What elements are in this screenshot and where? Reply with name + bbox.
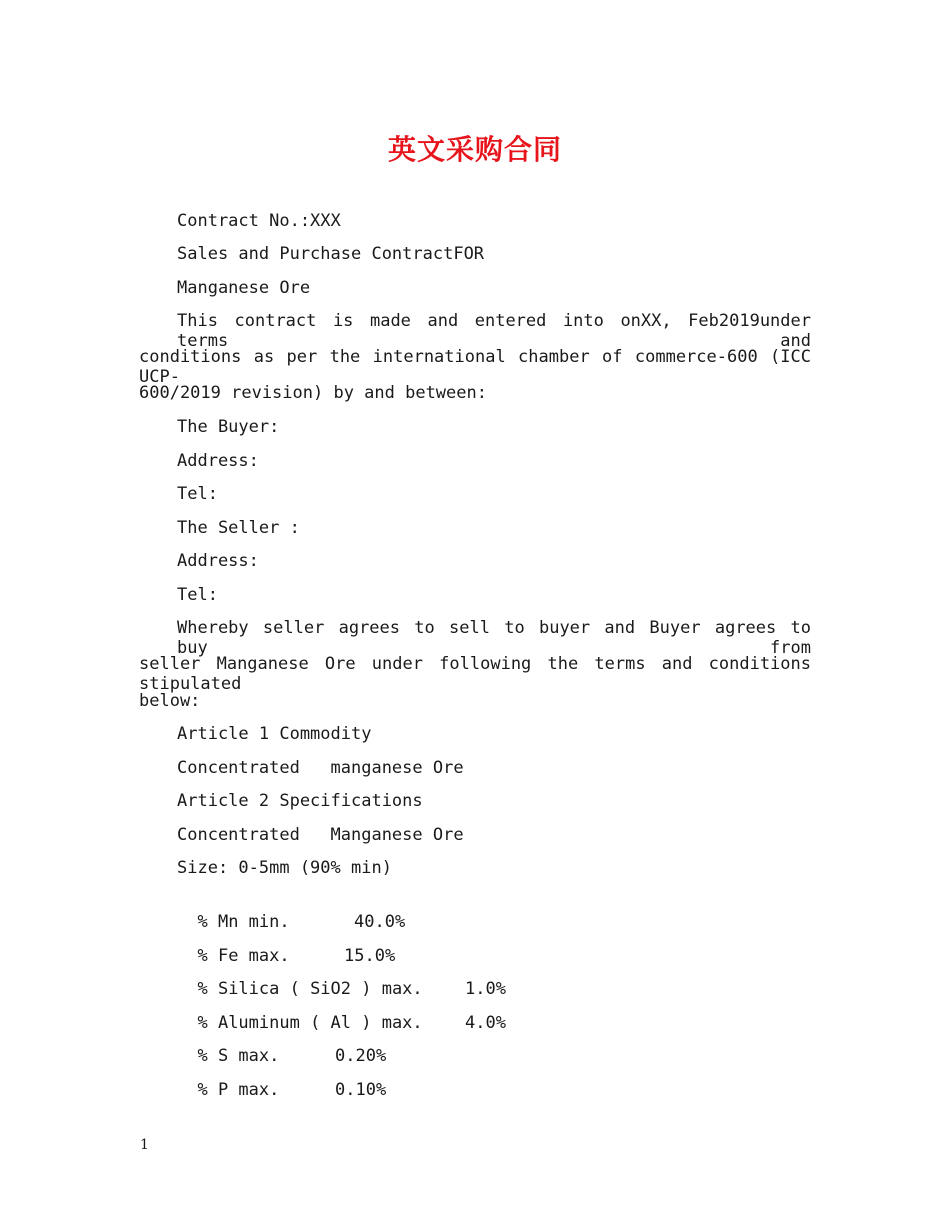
- spec-row-p: [177, 1060, 387, 1100]
- whereby-line-3: below:: [139, 691, 201, 711]
- buyer-tel: Tel:: [177, 484, 218, 504]
- spec-name: % Silica ( SiO2 ) max.: [197, 979, 423, 999]
- seller-tel: Tel:: [177, 585, 218, 605]
- size-spec: Size: 0-5mm (90% min): [177, 858, 392, 878]
- spec-value: 40.0%: [354, 912, 406, 932]
- contract-name: Sales and Purchase ContractFOR: [177, 244, 485, 264]
- spec-name: % Mn min.: [197, 912, 290, 932]
- intro-line-3: 600/2019 revision) by and between:: [139, 383, 487, 403]
- page-number: 1: [140, 1137, 149, 1153]
- spec-value: 1.0%: [465, 979, 506, 999]
- whereby-line-2: seller Manganese Ore under following the terms and conditions stipulated: [139, 654, 811, 694]
- document-title: 英文采购合同: [387, 133, 562, 166]
- article-1-heading: Article 1 Commodity: [177, 724, 372, 744]
- article-1-text: Concentrated manganese Ore: [177, 758, 464, 778]
- contract-number: Contract No.:XXX: [177, 211, 341, 231]
- whereby-line-1: Whereby seller agrees to sell to buyer and Buyer agrees to buy from: [177, 618, 811, 658]
- buyer-address: Address:: [177, 451, 259, 471]
- article-2-heading: Article 2 Specifications: [177, 791, 423, 811]
- buyer-label: The Buyer:: [177, 417, 280, 437]
- seller-address: Address:: [177, 551, 259, 571]
- spec-value: 0.20%: [335, 1046, 387, 1066]
- intro-line-1: This contract is made and entered into onXX, Feb2019under terms and: [177, 311, 811, 351]
- spec-name: % S max.: [197, 1046, 280, 1066]
- article-2-text: Concentrated Manganese Ore: [177, 825, 464, 845]
- spec-name: % Fe max.: [197, 946, 290, 966]
- spec-value: 15.0%: [344, 946, 396, 966]
- spec-name: % P max.: [197, 1080, 280, 1100]
- seller-label: The Seller :: [177, 518, 300, 538]
- spec-value: 0.10%: [335, 1080, 387, 1100]
- spec-name: % Aluminum ( Al ) max.: [197, 1013, 423, 1033]
- intro-line-2: conditions as per the international chamber of commerce-600 (ICC UCP-: [139, 347, 811, 387]
- commodity-name: Manganese Ore: [177, 278, 311, 298]
- spec-value: 4.0%: [465, 1013, 506, 1033]
